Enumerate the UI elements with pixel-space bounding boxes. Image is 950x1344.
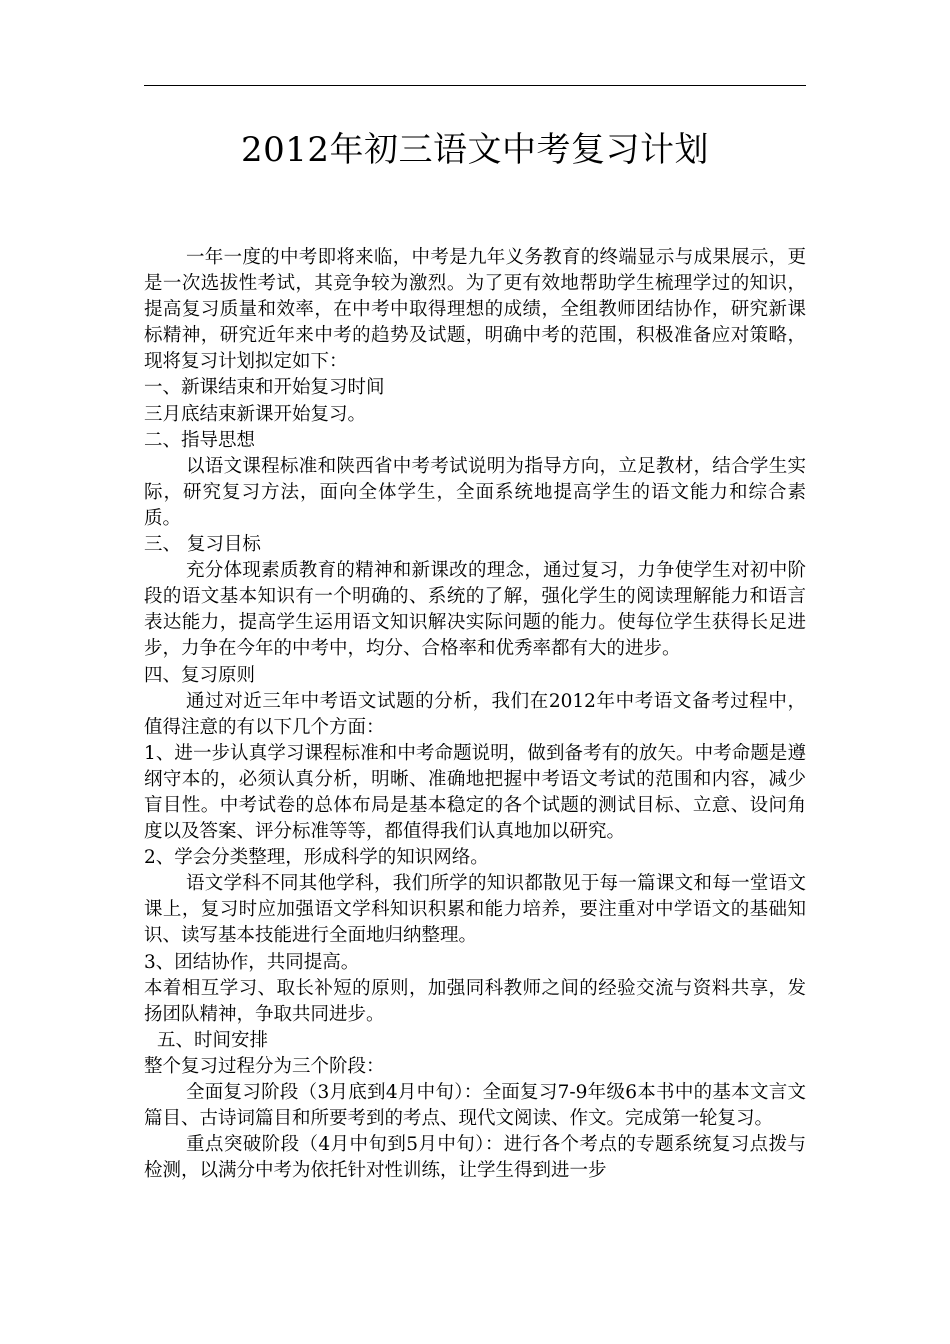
paragraph-phase-1: 全面复习阶段（3月底到4月中旬）：全面复习7-9年级6本书中的基本文言文篇目、古诗词篇目和所要考到的考点、现代文阅读、作文。完成第一轮复习。 xyxy=(144,1082,806,1130)
section-heading-1: 一、新课结束和开始复习时间 xyxy=(144,377,385,399)
paragraph-intro: 一年一度的中考即将来临，中考是九年义务教育的终端显示与成果展示，更是一次选拔性考试，其竞争较为激烈。为了更有效地帮助学生梳理学过的知识，提高复习质量和效率，在中考中取得理想的成绩，全组教师团结协作，研究新课标精神，研究近年来中考的趋势及试题，明确中考的范围，积极准备应对策略，现将复习计划拟定如下： xyxy=(144,247,806,373)
paragraph: 通过对近三年中考语文试题的分析，我们在2012年中考语文备考过程中，值得注意的有以下几个方面： xyxy=(144,690,806,738)
list-item-3: 3、团结协作，共同提高。 xyxy=(144,951,360,973)
list-item-1: 1、进一步认真学习课程标准和中考命题说明，做到备考有的放矢。中考命题是遵纲守本的，必须认真分析，明晰、准确地把握中考语文考试的范围和内容，减少盲目性。中考试卷的总体布局是基本稳定的各个试题的测试目标、立意、设问角度以及答案、评分标准等等，都值得我们认真地加以研究。 xyxy=(144,742,806,843)
paragraph: 充分体现素质教育的精神和新课改的理念，通过复习，力争使学生对初中阶段的语文基本知识有一个明确的、系统的了解，强化学生的阅读理解能力和语言表达能力，提高学生运用语文知识解决实际问题的能力。使每位学生获得长足进步，力争在今年的中考中，均分、合格率和优秀率都有大的进步。 xyxy=(144,560,806,660)
section-heading-2: 二、指导思想 xyxy=(144,429,256,451)
paragraph: 整个复习过程分为三个阶段： xyxy=(144,1055,385,1077)
section-heading-5: 五、时间安排 xyxy=(157,1029,269,1051)
paragraph: 语文学科不同其他学科，我们所学的知识都散见于每一篇课文和每一堂语文课上，复习时应加强语文学科知识积累和能力培养，要注重对中学语文的基础知识、读写基本技能进行全面地归纳整理。 xyxy=(144,873,806,947)
document-title: 2012年初三语文中考复习计划 xyxy=(240,130,710,170)
paragraph: 以语文课程标准和陕西省中考考试说明为指导方向，立足教材，结合学生实际，研究复习方法，面向全体学生，全面系统地提高学生的语文能力和综合素质。 xyxy=(144,455,806,529)
section-heading-4: 四、复习原则 xyxy=(144,664,256,686)
header-rule xyxy=(144,85,806,86)
document-body xyxy=(144,245,806,1184)
section-heading-3: 三、 复习目标 xyxy=(144,534,261,556)
paragraph: 三月底结束新课开始复习。 xyxy=(144,403,367,425)
paragraph-phase-2: 重点突破阶段（4月中旬到5月中旬）：进行各个考点的专题系统复习点拨与检测，以满分中考为依托针对性训练，让学生得到进一步 xyxy=(144,1134,806,1182)
paragraph: 本着相互学习、取长补短的原则，加强同科教师之间的经验交流与资料共享，发扬团队精神，争取共同进步。 xyxy=(144,977,806,1025)
list-item-2: 2、学会分类整理，形成科学的知识网络。 xyxy=(144,847,489,869)
